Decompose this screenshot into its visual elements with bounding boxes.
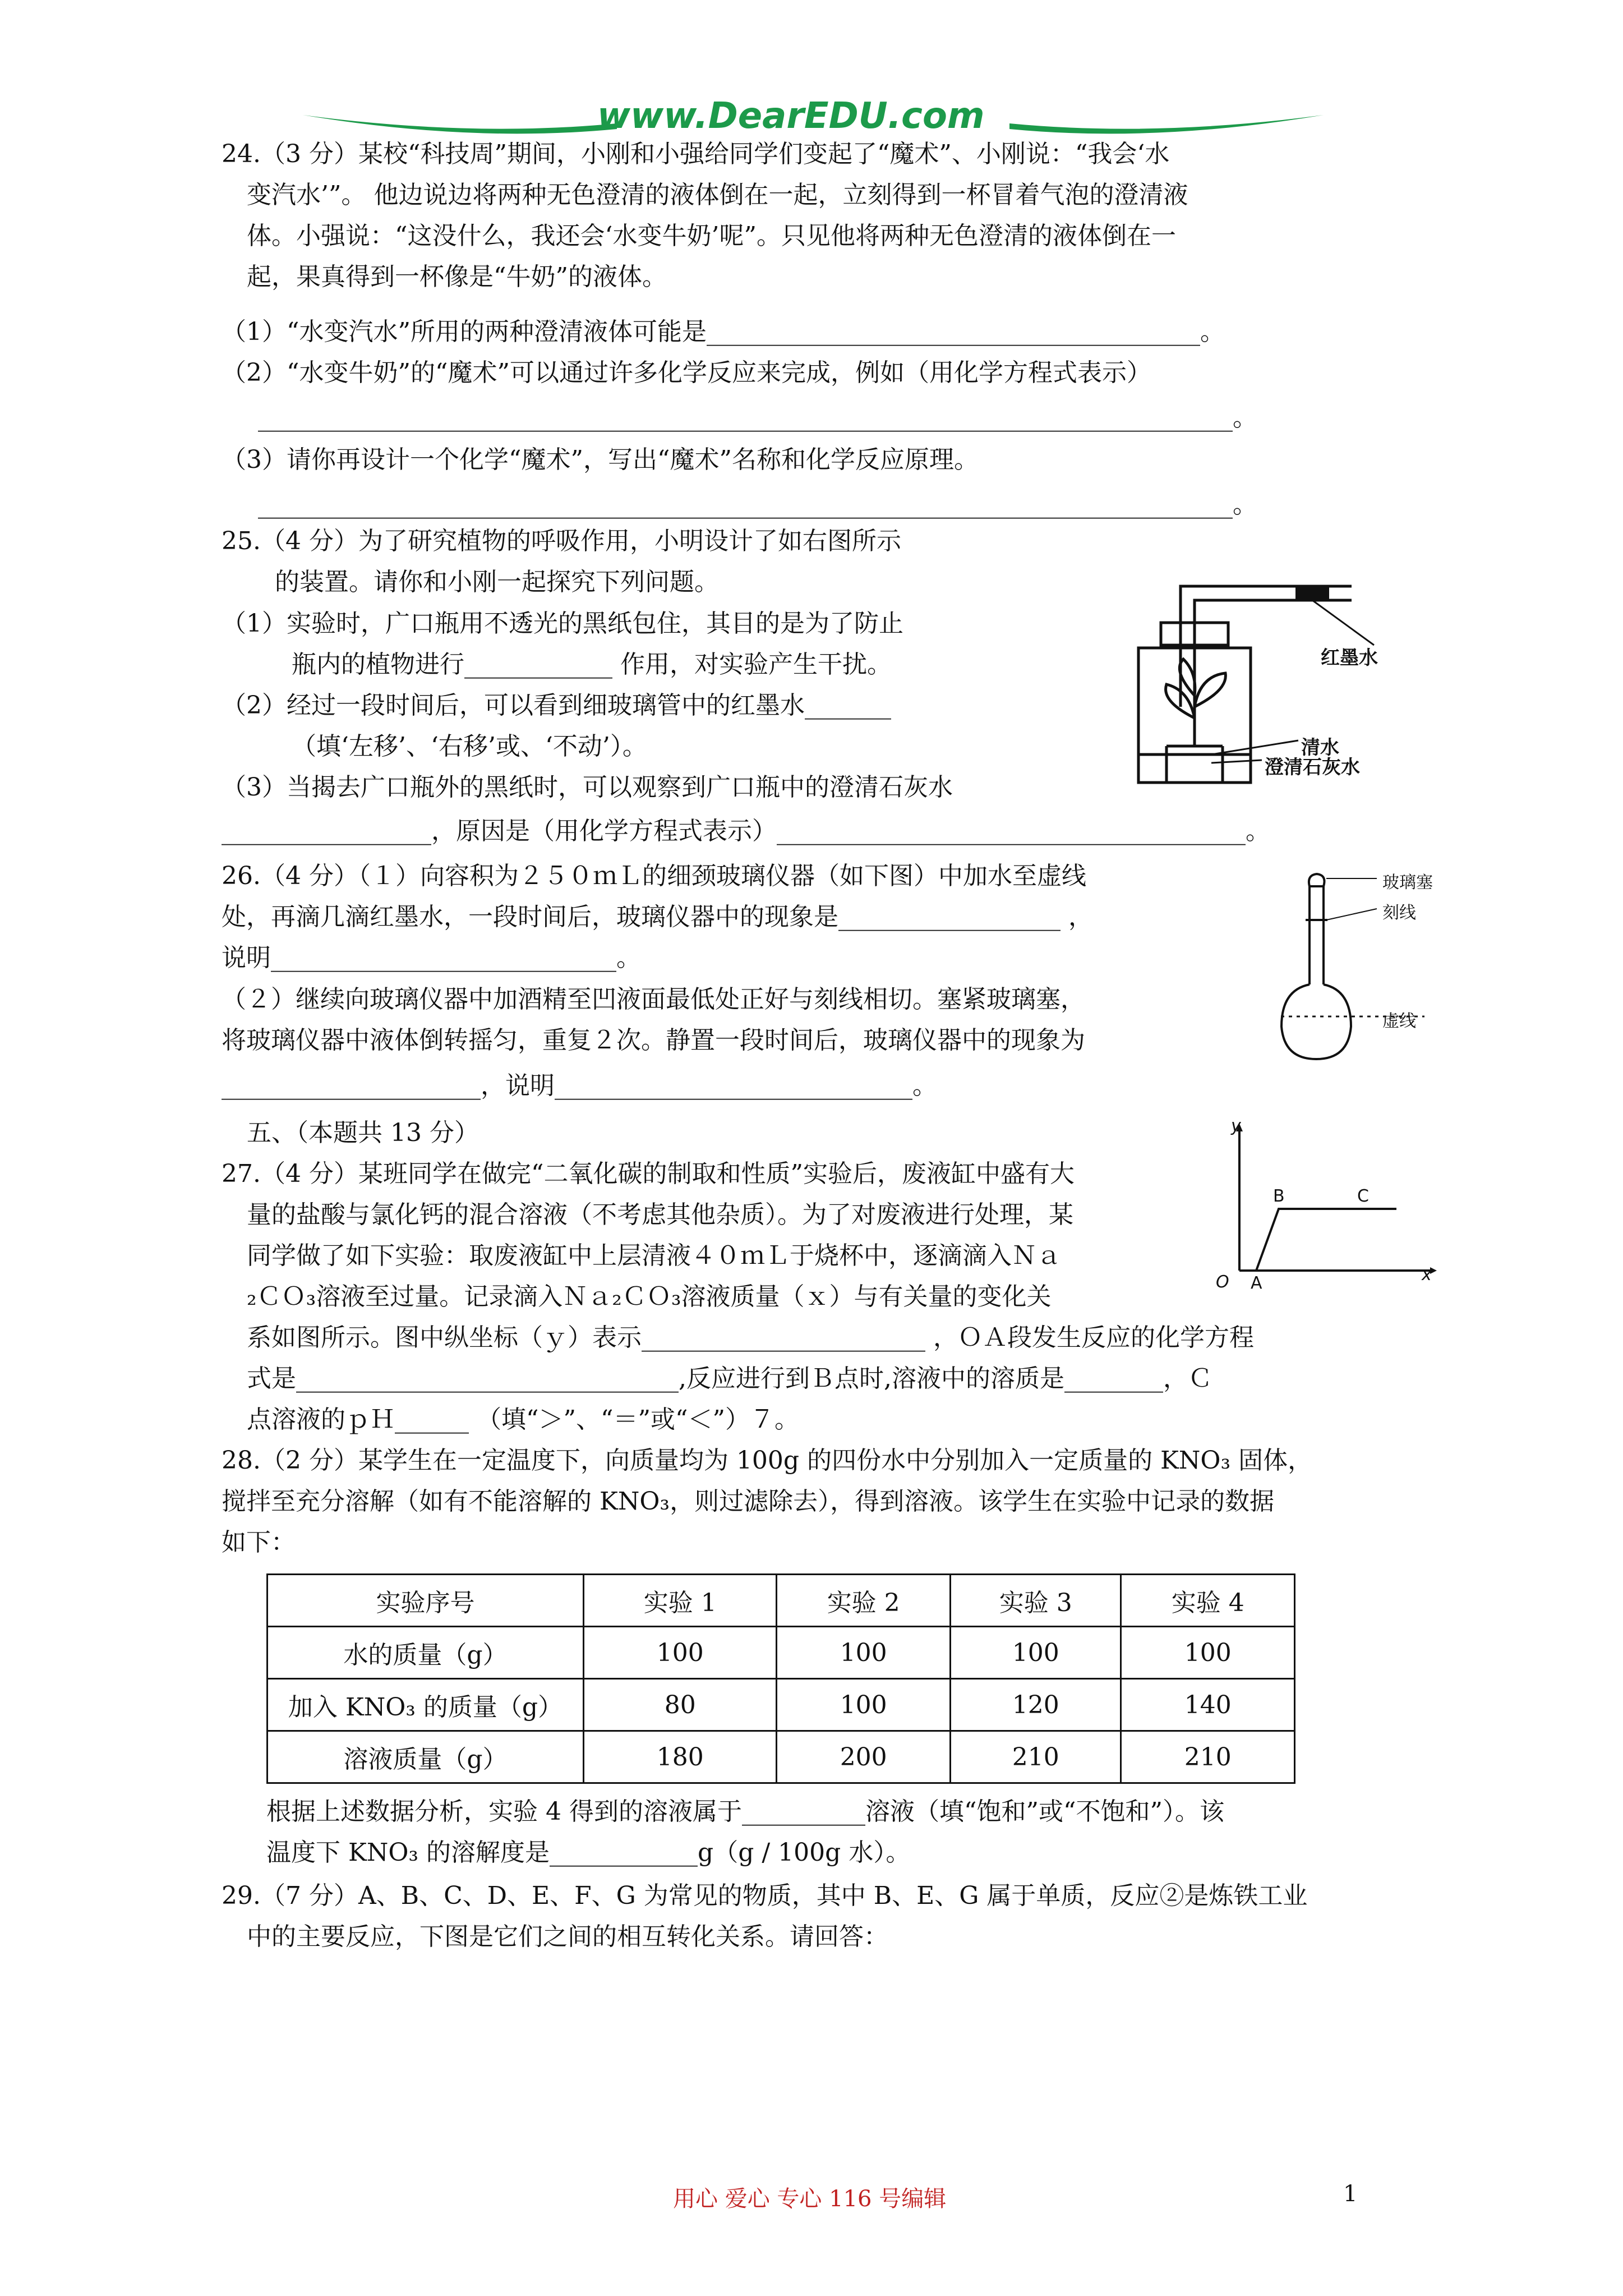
q27-line: 同学做了如下实验：取废液缸中上层清液４０ｍＬ于烧杯中，逐滴滴入Ｎａ: [247, 1241, 1061, 1270]
table-cell: 200: [777, 1731, 951, 1783]
table-cell: 加入 KNO₃ 的质量（g）: [268, 1679, 584, 1731]
q27-line: 系如图所示。图中纵坐标（ｙ）表示_______________________ ，ＯＡ段发生反应的化学方程: [247, 1323, 1254, 1352]
graph-point-C: C: [1357, 1186, 1369, 1206]
label-glass-stopper: 玻璃塞: [1382, 873, 1433, 892]
q28-line: 28.（2 分）某学生在一定温度下，向质量均为 100g 的四份水中分别加入一定质量的 KNO₃ 固体，: [222, 1446, 1313, 1475]
q25-line: 瓶内的植物进行____________ 作用，对实验产生干扰。: [292, 650, 892, 679]
table-cell: 80: [584, 1679, 777, 1731]
table-header-cell: 实验 1: [584, 1575, 777, 1627]
table-row: [268, 1731, 1295, 1783]
q24-line: 体。小强说：“这没什么，我还会‘水变牛奶’呢”。只见他将两种无色澄清的液体倒在一: [247, 222, 1176, 250]
table-cell: 100: [584, 1627, 777, 1679]
q24-line: 24.（3 分）某校“科技周”期间，小刚和小强给同学们变起了“魔术”、小刚说：“我会‘水: [222, 140, 1170, 168]
table-header-cell: 实验 4: [1121, 1575, 1295, 1627]
graph-point-A: A: [1251, 1273, 1262, 1293]
q25-line: （3）当揭去广口瓶外的黑纸时，可以观察到广口瓶中的澄清石灰水: [222, 773, 953, 802]
q26-line: _____________________，说明_____________________________。: [222, 1071, 937, 1100]
q26-line: 说明____________________________。: [222, 944, 641, 972]
label-limewater: 澄清石灰水: [1265, 756, 1360, 779]
q24-line: 起，果真得到一杯像是“牛奶”的液体。: [247, 263, 667, 291]
q25-line: （2）经过一段时间后，可以看到细玻璃管中的红墨水_______: [222, 691, 891, 720]
table-row: [268, 1627, 1295, 1679]
table-cell: 210: [1121, 1731, 1295, 1783]
page-number: 1: [1343, 2181, 1358, 2207]
q27-graph: [1206, 1114, 1447, 1287]
q26-line: （２）继续向玻璃仪器中加酒精至凹液面最低处正好与刻线相切。塞紧玻璃塞，: [222, 985, 1085, 1014]
table-cell: 100: [777, 1627, 951, 1679]
q27-line: 式是_______________________________,反应进行到Ｂ点时,溶液中的溶质是________，Ｃ: [247, 1364, 1212, 1393]
table-cell: 100: [777, 1679, 951, 1731]
q25-line: （填‘左移’、‘右移’或、‘不动’）。: [292, 732, 647, 761]
q28-line: 搅拌至充分溶解（如有不能溶解的 KNO₃，则过滤除去），得到溶液。该学生在实验中记录的数据: [222, 1487, 1275, 1516]
table-cell: 180: [584, 1731, 777, 1783]
table-cell: 140: [1121, 1679, 1295, 1731]
q28-after-line: 根据上述数据分析，实验 4 得到的溶液属于__________溶液（填“饱和”或“不饱和”）。该: [266, 1797, 1224, 1826]
table-header-cell: 实验序号: [268, 1575, 584, 1627]
graph-origin-label: O: [1216, 1272, 1229, 1292]
q26-line: 将玻璃仪器中液体倒转摇匀，重复２次。静置一段时间后，玻璃仪器中的现象为: [222, 1026, 1085, 1055]
table-header-row: [268, 1575, 1295, 1627]
q25-line: 的装置。请你和小刚一起探究下列问题。: [275, 568, 719, 596]
q24-line: （2）“水变牛奶”的“魔术”可以通过许多化学反应来完成，例如（用化学方程式表示）: [222, 358, 1151, 387]
q25-line: 25.（4 分）为了研究植物的呼吸作用，小明设计了如右图所示: [222, 527, 901, 555]
q27-line: 量的盐酸与氯化钙的混合溶液（不考虑其他杂质）。为了对废液进行处理，某: [247, 1200, 1073, 1229]
table-cell: 溶液质量（g）: [268, 1731, 584, 1783]
table-cell: 100: [950, 1627, 1121, 1679]
graph-y-label: y: [1231, 1116, 1241, 1136]
graph-x-label: x: [1422, 1265, 1432, 1285]
label-scale-mark: 刻线: [1382, 903, 1416, 923]
q28-after-line: 温度下 KNO₃ 的溶解度是____________g（g / 100g 水）。: [266, 1838, 911, 1867]
table-cell: 水的质量（g）: [268, 1627, 584, 1679]
q24-line: _______________________________________________________________________________。: [258, 490, 1257, 519]
q24-line: 变汽水’”。 他边说边将两种无色澄清的液体倒在一起，立刻得到一杯冒着气泡的澄清液: [247, 181, 1188, 209]
table-cell: 120: [950, 1679, 1121, 1731]
label-dashed-line: 虚线: [1382, 1011, 1416, 1031]
q27-line: 27.（4 分）某班同学在做完“二氧化碳的制取和性质”实验后，废液缸中盛有大: [222, 1159, 1075, 1188]
site-title: www.DearEDU.com: [597, 95, 985, 137]
q29-line: 29.（7 分）A、B、C、D、E、F、G 为常见的物质，其中 B、E、G 属于单质，反应②是炼铁工业: [222, 1881, 1308, 1910]
q27-line: 点溶液的ｐＨ______ （填“＞”、“＝”或“＜”）７。: [247, 1405, 799, 1434]
footer-text: 用心 爱心 专心 116 号编辑: [673, 2186, 947, 2212]
table-cell: 210: [950, 1731, 1121, 1783]
q24-line: _______________________________________________________________________________。: [258, 403, 1257, 432]
table-row: [268, 1679, 1295, 1731]
label-red-ink: 红墨水: [1321, 647, 1378, 669]
q26-line: 26.（4 分）（１）向容积为２５０ｍＬ的细颈玻璃仪器（如下图）中加水至虚线: [222, 862, 1086, 890]
q24-line: （3）请你再设计一个化学“魔术”，写出“魔术”名称和化学反应原理。: [222, 445, 979, 474]
q25-line: （1）实验时，广口瓶用不透光的黑纸包住，其目的是为了防止: [222, 609, 903, 638]
q25-line: _________________，原因是（用化学方程式表示）______________________________________。: [222, 817, 1270, 845]
q29-line: 中的主要反应，下图是它们之间的相互转化关系。请回答：: [247, 1922, 888, 1951]
q26-line: 处，再滴几滴红墨水，一段时间后，玻璃仪器中的现象是__________________ ，: [222, 903, 1093, 931]
label-clear-water: 清水: [1301, 737, 1339, 759]
table-header-cell: 实验 3: [950, 1575, 1121, 1627]
graph-point-B: B: [1273, 1186, 1285, 1206]
table-header-cell: 实验 2: [777, 1575, 951, 1627]
table-cell: 100: [1121, 1627, 1295, 1679]
q27-line: ₂ＣＯ₃溶液至过量。记录滴入Ｎａ₂ＣＯ₃溶液质量（ｘ）与有关量的变化关: [247, 1282, 1052, 1311]
q24-line: （1）“水变汽水”所用的两种澄清液体可能是________________________________________。: [222, 318, 1225, 346]
experiment-table: [266, 1573, 1295, 1784]
section-5-title: 五、（本题共 13 分）: [247, 1119, 479, 1147]
q28-line: 如下：: [222, 1528, 296, 1557]
volumetric-flask-figure: [1279, 869, 1447, 1071]
